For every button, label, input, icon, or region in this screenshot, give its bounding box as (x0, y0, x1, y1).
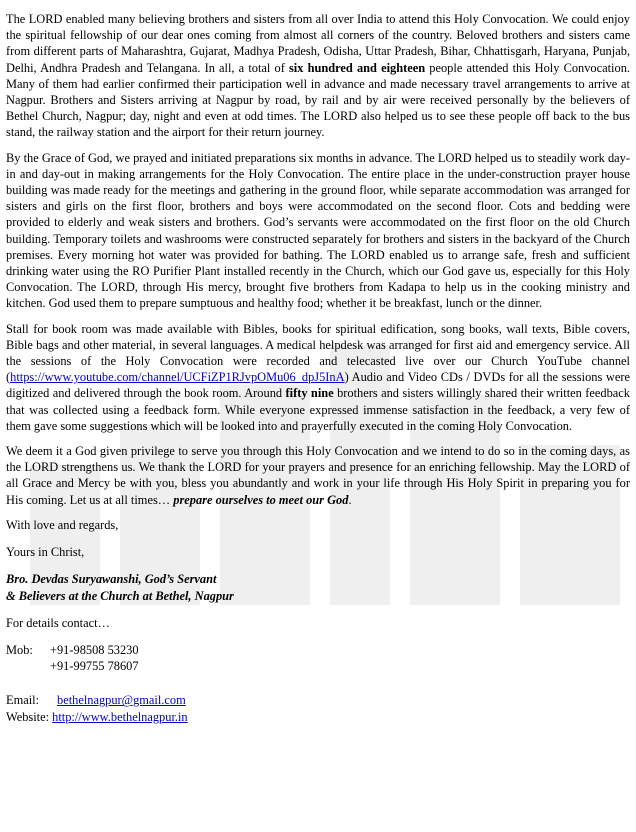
youtube-channel-link[interactable]: https://www.youtube.com/channel/UCFiZP1RJvpOMu06_dpJ5InA (10, 370, 345, 385)
email-label: Email: (6, 693, 40, 708)
yours-line: Yours in Christ, (6, 545, 85, 560)
letter-body (6, 11, 630, 725)
mobile-label: Mob: (6, 642, 33, 657)
details-heading: For details contact… (6, 615, 110, 630)
website-label: Website: (6, 709, 50, 724)
website-link[interactable]: http://www.bethelnagpur.in (52, 709, 188, 724)
paragraph-attendance: The LORD enabled many believing brothers and sisters from all over India to attend this Holy Convocation. We could enjoy the spiritual fellowship of our dear ones coming from almost all corners of the country. Beloved brothers and sisters came from different parts of Maharashtra, Gujarat, Madhya Pradesh, Odisha, Uttar Pradesh, Bihar, Chhattisgarh, Haryana, Punjab, Delhi, Andhra Pradesh and Telangana. In all, a total of six hundred and eighteen people attended this Holy Convocation. Many of them had earlier confirmed their participation well in advance and made necessary travel arrangements to arrive at Nagpur. Brothers and Sisters arriving at Nagpur by road, by rail and by air were received personally by the believers of Bethel Church, Nagpur; day, night and even at odd times. The LORD also helped us to see these people off back to the bus stand, the railway station and the airport for their return journey. (6, 12, 630, 140)
signature-name: Bro. Devdas Suryawanshi, God’s Servant (6, 572, 217, 587)
mobile-row-2 (6, 658, 630, 674)
attendance-count: six hundred and eighteen (288, 60, 426, 75)
email-row (6, 692, 630, 708)
signature-block (6, 571, 630, 603)
feedback-count: fifty nine (285, 386, 334, 401)
contact-block (6, 642, 630, 725)
phone-primary: +91-98508 53230 (50, 642, 139, 657)
paragraph-thanks: We deem it a God given privilege to serve you through this Holy Convocation and we intend to do so in the coming days, as the LORD strengthens us. We thank the LORD for your prayers and presence for an enriching fellowship. May the LORD of all Grace and Mercy be with you, bless you abundantly and work in your life through His Holy Spirit in preparing you for His coming. Let us at all times… prepare ourselves to meet our God. (6, 444, 630, 507)
phone-secondary: +91-99755 78607 (50, 659, 139, 674)
mobile-row (6, 642, 630, 658)
website-row (6, 709, 630, 725)
email-link[interactable]: bethelnagpur@gmail.com (57, 693, 186, 708)
closing-exhortation: prepare ourselves to meet our God (173, 492, 349, 507)
paragraph-book-room: Stall for book room was made available with Bibles, books for spiritual edification, song books, wall texts, Bible covers, Bible bags and other material, in several languages. A medical helpdesk was arranged for first aid and emergency service. All the sessions of the Holy Convocation were recorded and telecasted live over our Church YouTube channel (https://www.youtube.com/channel/UCFiZP1RJvpOMu06_dpJ5InA) Audio and Video CDs / DVDs for all the sessions were digitized and delivered through the book room. Around fifty nine brothers and sisters willingly shared their written feedback that was collected using a feedback form. While everyone expressed immense satisfaction in the feedback, a very few of them gave some suggestions which will be looked into and prayerfully executed in the coming Holy Convocation. (6, 321, 630, 433)
regards-line: With love and regards, (6, 517, 119, 532)
signature-org: & Believers at the Church at Bethel, Nagpur (6, 588, 234, 603)
paragraph-preparations: By the Grace of God, we prayed and initiated preparations six months in advance. The LORD helped us to steadily work day-in and day-out in making arrangements for the Holy Convocation. The entire place in the under-construction prayer house building was made ready for the meetings and gathering in the ground floor, while separate accommodation was arranged for sisters and girls on the first floor, brothers and boys were accommodated on the second floor. Cots and bedding were provided to elderly and weak sisters and brothers. God’s servants were accommodated on the first floor on the old Church building. Temporary toilets and washrooms were constructed separately for brothers and sisters in the backyard of the Church premises. Every morning hot water was provided for bathing. The LORD enabled us to arrange safe, fresh and sufficient drinking water using the RO Purifier Plant installed recently in the Church, which our God gave us, especially for this Holy Convocation. The LORD, through His mercy, brought five brothers from Kadapa to help us in the cooking ministry and kitchen. God used them to prepare sumptuous and healthy food; whether it be breakfast, lunch or the dinner. (6, 150, 630, 311)
